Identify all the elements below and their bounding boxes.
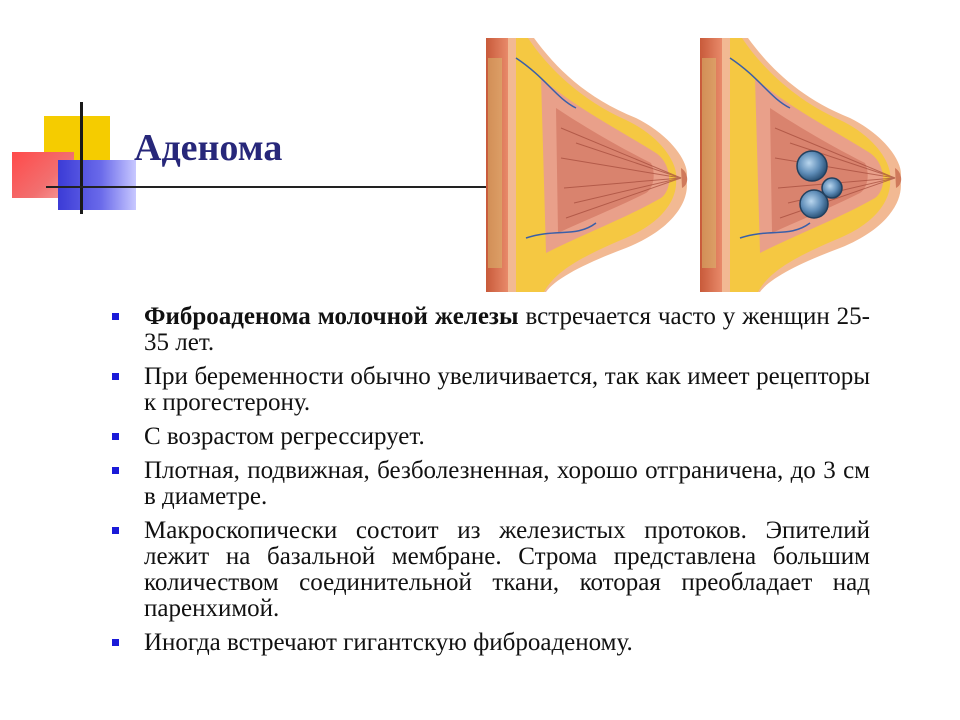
bullet-item xyxy=(110,304,870,356)
deco-vertical-line xyxy=(80,102,83,214)
slide-title: Аденома xyxy=(134,127,283,169)
bullet-list xyxy=(110,304,870,664)
bullet-marker-icon xyxy=(112,373,119,380)
deco-blue-square xyxy=(58,160,136,210)
bullet-bold-text: Фиброаденома молочной железы xyxy=(144,303,519,330)
breast-anatomy-normal-icon xyxy=(486,38,687,292)
bullet-marker-icon xyxy=(112,313,119,320)
bullet-item xyxy=(110,630,870,656)
bullet-text: Иногда встречают гигантскую фиброаденому. xyxy=(144,629,633,656)
title-underline xyxy=(46,186,486,188)
breast-anatomy-fibroadenoma-icon xyxy=(700,38,901,292)
bullet-text: встречается часто у женщин 25- 35 лет. xyxy=(144,303,870,356)
bullet-item xyxy=(110,518,870,622)
bullet-item xyxy=(110,424,870,450)
bullet-marker-icon xyxy=(112,527,119,534)
bullet-text: При беременности обычно увеличивается, так как имеет рецепторы к прогестерону. xyxy=(144,363,870,416)
bullet-text: Макроскопически состоит из железистых протоков. Эпителий лежит на базальной мембране. Строма представлена большим количеством соединительной ткани, которая преобладает над паренхимой. xyxy=(144,517,870,622)
bullet-text: С возрастом регрессирует. xyxy=(144,423,425,450)
bullet-item xyxy=(110,458,870,510)
bullet-text: Плотная, подвижная, безболезненная, хорошо отграничена, до 3 см в диаметре. xyxy=(144,457,870,510)
bullet-item xyxy=(110,364,870,416)
breast-anatomy-illustration xyxy=(486,38,916,292)
bullet-marker-icon xyxy=(112,433,119,440)
bullet-marker-icon xyxy=(112,467,119,474)
bullet-marker-icon xyxy=(112,639,119,646)
